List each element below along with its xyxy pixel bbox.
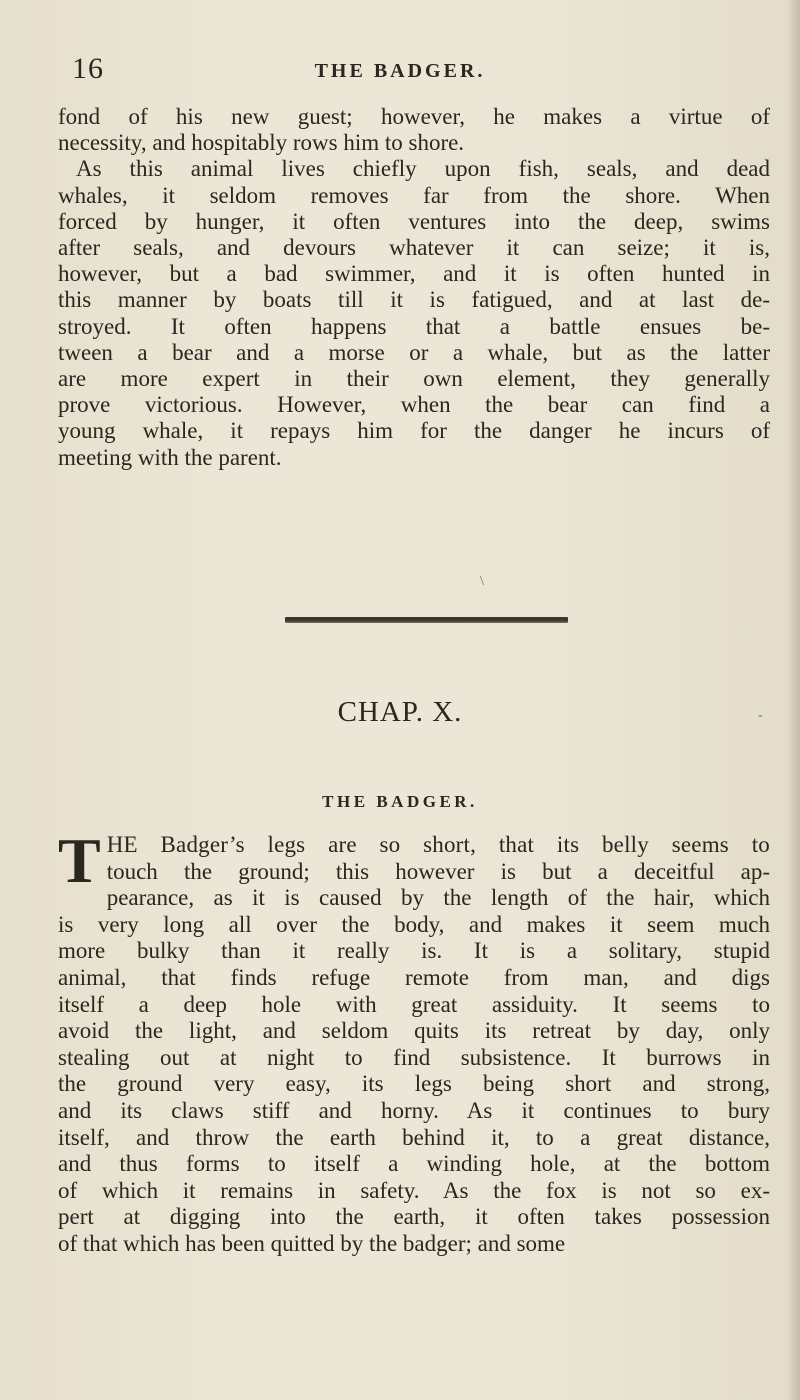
text-line: after seals, and devours whatever it can seize; it is, [58,235,770,261]
text-line: fond of his new guest; however, he makes a virtue of [58,104,770,129]
text-line: forced by hunger, it often ventures into the deep, swims [58,208,770,234]
text-line: and its claws stiff and horny. As it continues to bury [58,1097,770,1123]
text-line: is very long all over the body, and makes it seem much [58,911,770,937]
text-line: however, but a bad swimmer, and it is often hunted in [58,261,770,287]
text-line: pert at digging into the earth, it often takes possession [58,1204,770,1230]
drop-cap: T [58,825,101,896]
text-line: pearance, as it is caused by the length of the hair, which [106,885,770,911]
text-line: stroyed. It often happens that a battle ensues be- [58,313,770,339]
text-line: avoid the light, and seldom quits its retreat by day, only [58,1018,770,1044]
paragraph-badger [58,825,770,1258]
text-line: animal, that finds refuge remote from man, and digs [58,964,770,990]
text-line: of which it remains in safety. As the fox is not so ex- [58,1177,770,1203]
paragraph-bear [58,104,770,471]
text-line: itself, and throw the earth behind it, to a great distance, [58,1124,770,1150]
text-line: more bulky than it really is. It is a solitary, stupid [58,938,770,964]
chapter-divider-rule [285,617,568,623]
page-number: 16 [72,52,104,85]
text-line: meeting with the parent. [58,444,282,470]
text-line: this manner by boats till it is fatigued, and at last de- [58,287,770,313]
text-line: and thus forms to itself a winding hole, at the bottom [58,1151,770,1177]
text-line: the ground very easy, its legs being short and strong, [58,1071,770,1097]
text-line: are more expert in their own element, they generally [58,366,770,392]
text-line: HE Badger’s legs are so short, that its belly seems to [106,832,770,857]
printer-mark: \ [480,574,484,589]
section-title: THE BADGER. [322,792,478,811]
text-line: tween a bear and a morse or a whale, but as the latter [58,339,770,365]
text-line: touch the ground; this however is but a deceitful ap- [106,858,770,884]
text-line: stealing out at night to find subsistence. It burrows in [58,1044,770,1070]
text-line: young whale, it repays him for the danger he incurs of [58,418,770,444]
chapter-heading: CHAP. X. [337,696,463,728]
printer-mark: - [758,708,763,723]
text-line: of that which has been quitted by the badger; and some [58,1230,566,1256]
text-line: As this animal lives chiefly upon fish, seals, and dead [76,156,770,182]
running-head: THE BADGER. [314,60,486,82]
text-line: prove victorious. However, when the bear can find a [58,392,770,418]
text-line: whales, it seldom removes far from the shore. When [58,182,770,208]
text-line: necessity, and hospitably rows him to shore. [58,130,465,156]
text-line: itself a deep hole with great assiduity. It seems to [58,991,770,1017]
